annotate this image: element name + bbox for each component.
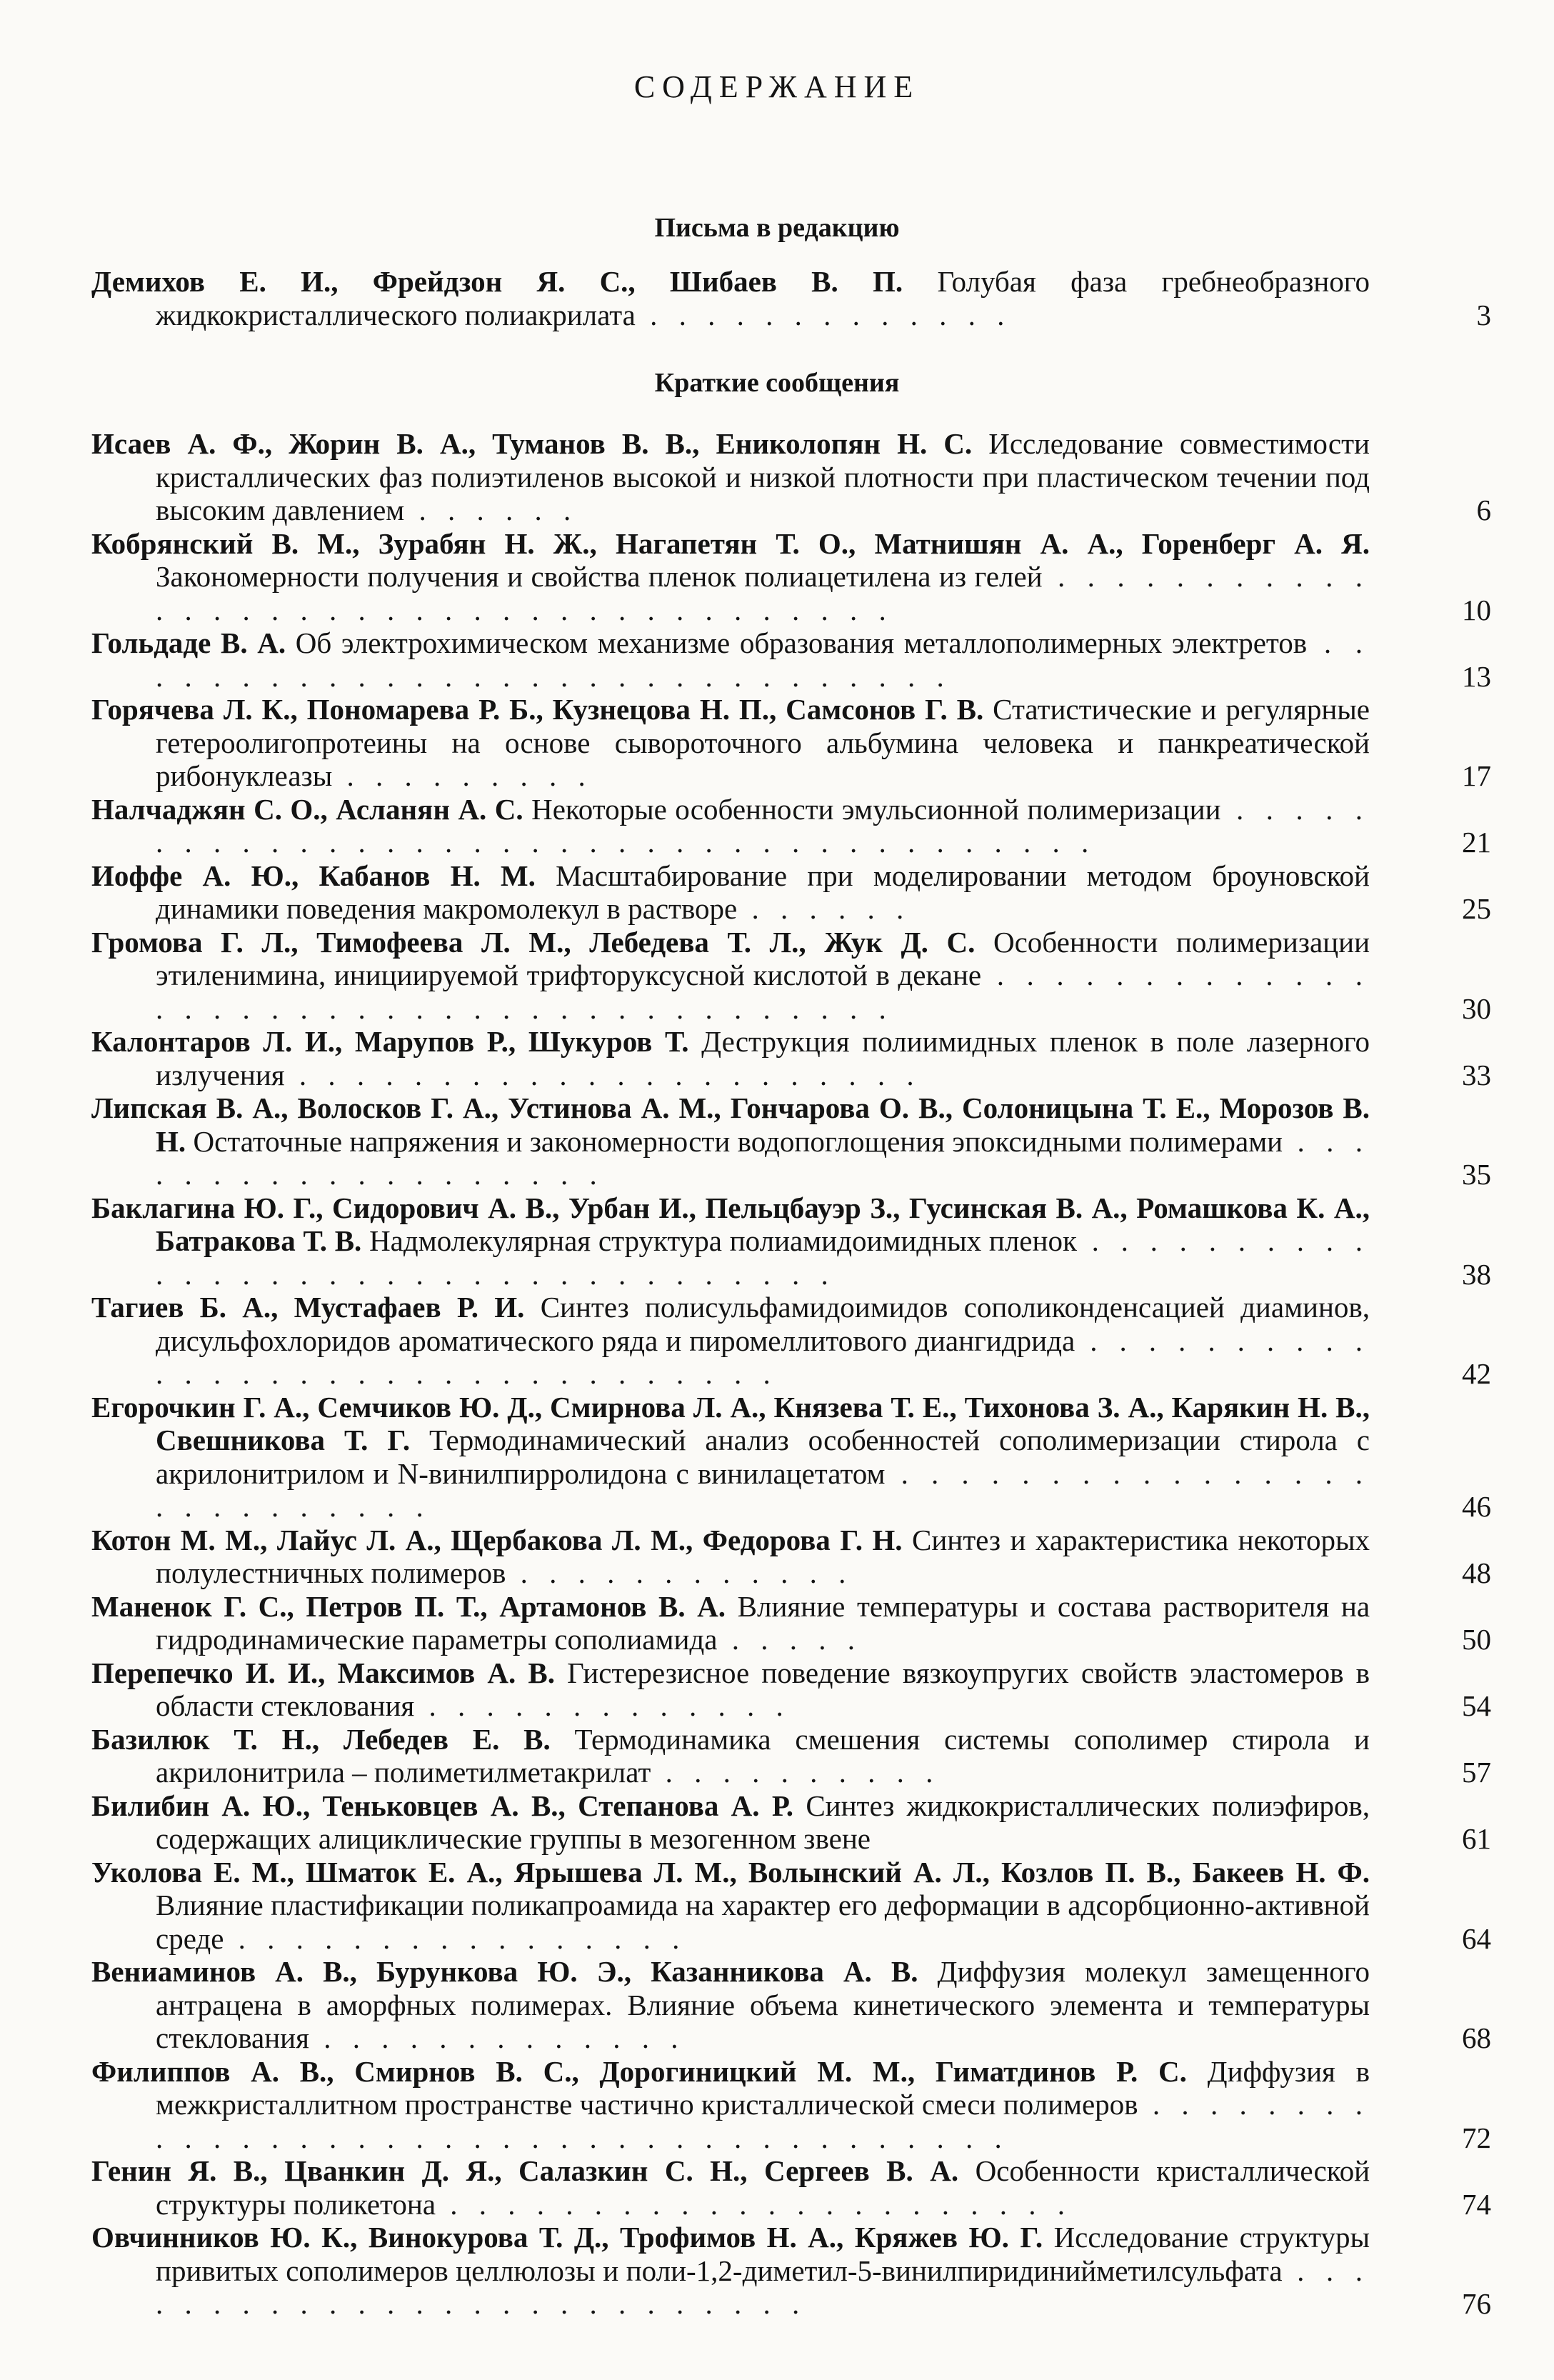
dot-leader: . . . . . . . . . . — [651, 1756, 941, 1789]
dot-leader: . . . . . . — [404, 494, 578, 526]
entry-page-number: 21 — [1462, 826, 1491, 859]
entry-authors: Генин Я. В., Цванкин Д. Я., Салазкин С. Н., Сергеев В. А. — [91, 2154, 959, 2187]
entry-authors: Горячева Л. К., Пономарева Р. Б., Кузнецова Н. П., Самсонов Г. В. — [91, 693, 984, 726]
entry-page-number: 10 — [1462, 593, 1491, 626]
entry-authors: Калонтаров Л. И., Марупов Р., Шукуров Т. — [91, 1025, 689, 1058]
entry-page-number: 74 — [1462, 2187, 1491, 2221]
toc-entry[interactable] — [91, 859, 1491, 926]
entry-title: Синтез полисульфамидоимидов сополиконденсацией диаминов, дисульфохлоридов ароматического ряда и пиромеллитового диангидрида — [156, 1291, 1370, 1357]
entry-page-number: 76 — [1462, 2287, 1491, 2320]
dot-leader: . . . . . . . . . . . . . . . . . . . . . . — [436, 2187, 1073, 2221]
toc-entry[interactable] — [91, 693, 1491, 793]
entry-authors: Овчинников Ю. К., Винокурова Т. Д., Трофимов Н. А., Кряжев Ю. Г. — [91, 2221, 1043, 2254]
toc-entry[interactable] — [91, 1391, 1491, 1524]
entry-page-number: 25 — [1462, 892, 1491, 925]
entry-authors: Исаев А. Ф., Жорин В. А., Туманов В. В., Ениколопян Н. С. — [91, 427, 973, 460]
entry-title: Гистерезисное поведение вязкоупругих свойств эластомеров в области стеклования — [156, 1656, 1370, 1722]
entry-page-number: 46 — [1462, 1490, 1491, 1523]
entry-page-number: 61 — [1462, 1822, 1491, 1855]
toc-list — [91, 427, 1491, 2321]
entry-title: Некоторые особенности эмульсионной полимеризации — [531, 792, 1221, 826]
toc-list — [91, 265, 1491, 331]
entry-page-number: 50 — [1462, 1623, 1491, 1656]
entry-title: Термодинамика смешения системы сополимер стирола и акрилонитрила – полиметилметакрилат — [156, 1722, 1370, 1789]
toc-entry[interactable] — [91, 2055, 1491, 2155]
section-heading: Письма в редакцию — [654, 213, 900, 243]
entry-title: Закономерности получения и свойства пленок полиацетилена из гелей — [156, 560, 1043, 593]
dot-leader: . . . . . . . . . . . . . — [635, 298, 1012, 331]
entry-title: Остаточные напряжения и закономерности водопоглощения эпоксидными полимерами — [193, 1124, 1283, 1158]
entry-authors: Демихов Е. И., Фрейдзон Я. С., Шибаев В. П. — [91, 265, 903, 298]
entry-authors: Филиппов А. В., Смирнов В. С., Дорогиницкий М. М., Гиматдинов Р. С. — [91, 2054, 1187, 2088]
dot-leader: . . . . . — [717, 1623, 862, 1656]
entry-title: Диффузия в межкристаллитном пространстве частично кристаллической смеси полимеров — [156, 2054, 1370, 2121]
entry-authors: Тагиев Б. А., Мустафаев Р. И. — [91, 1291, 525, 1324]
entry-title: Особенности кристаллической структуры поликетона — [156, 2154, 1370, 2221]
entry-title: Диффузия молекул замещенного антрацена в аморфных полимерах. Влияние объема кинетического элемента и температуры стеклования — [156, 1955, 1370, 2054]
toc-entry[interactable] — [91, 926, 1491, 1026]
entry-title: Особенности полимеризации этиленимина, инициируемой трифторуксусной кислотой в декане — [156, 925, 1370, 991]
dot-leader: . . . . . . . . . . . . . . . . — [224, 1921, 687, 1955]
toc-entry[interactable] — [91, 1191, 1491, 1291]
entry-page-number: 68 — [1462, 2021, 1491, 2054]
toc-entry[interactable] — [91, 626, 1491, 693]
entry-authors: Билибин А. Ю., Теньковцев А. В., Степанова А. Р. — [91, 1789, 794, 1822]
dot-leader: . . . . . . . . . . . . — [506, 1556, 853, 1589]
section-heading: Краткие сообщения — [654, 368, 900, 398]
dot-leader: . . . . . . — [737, 892, 911, 925]
entry-authors: Егорочкин Г. А., Семчиков Ю. Д., Смирнова Л. А., Князева Т. Е., Тихонова З. А., Карякин Н. В., Свешникова Т. Г. — [91, 1390, 1370, 1456]
entry-page-number: 42 — [1462, 1357, 1491, 1390]
entry-page-number: 54 — [1462, 1689, 1491, 1722]
dot-leader: . . . . . . . . . . . . . . . . . . . . . . . . . . . . . . . . . . — [156, 1224, 1370, 1291]
entry-page-number: 6 — [1476, 494, 1491, 526]
entry-authors: Уколова Е. М., Шматок Е. А., Ярышева Л. М., Волынский А. Л., Козлов П. В., Бакеев Н. Ф. — [91, 1855, 1370, 1889]
entry-title: Синтез и характеристика некоторых полулестничных полимеров — [156, 1523, 1370, 1589]
entry-authors: Базилюк Т. Н., Лебедев Е. В. — [91, 1722, 551, 1756]
entry-page-number: 17 — [1462, 759, 1491, 792]
dot-leader: . . . . . . . . . — [332, 759, 593, 792]
entry-authors: Перепечко И. И., Максимов А. В. — [91, 1656, 555, 1689]
dot-leader: . . . . . . . . . . . . . . . . . . . . . . . . . . . . . . . . — [156, 1324, 1370, 1390]
toc-entry[interactable] — [91, 1723, 1491, 1789]
toc-entry[interactable] — [91, 265, 1491, 331]
entry-authors: Котон М. М., Лайус Л. А., Щербакова Л. М., Федорова Г. Н. — [91, 1523, 903, 1556]
section-short-reports — [0, 367, 1554, 2321]
toc-entry[interactable] — [91, 1789, 1491, 1856]
entry-authors: Гольдаде В. А. — [91, 626, 286, 659]
dot-leader: . . . . . . . . . . . . . . . . . . . . . . . . . . . . . . — [156, 626, 1370, 693]
toc-entry[interactable] — [91, 1091, 1491, 1191]
toc-entry[interactable] — [91, 1025, 1491, 1091]
entry-authors: Вениаминов А. В., Бурункова Ю. Э., Казанникова А. В. — [91, 1955, 918, 1988]
toc-entry[interactable] — [91, 527, 1491, 627]
entry-authors: Громова Г. Л., Тимофеева Л. М., Лебедева Т. Л., Жук Д. С. — [91, 925, 976, 959]
entry-title: Голубая фаза гребнеобразного жидкокристаллического полиакрилата — [156, 265, 1370, 331]
entry-page-number: 64 — [1462, 1921, 1491, 1955]
toc-entry[interactable] — [91, 1955, 1491, 2055]
entry-title: Статистические и регулярные гетероолигопротеины на основе сывороточного альбумина человека и панкреатической рибонуклеазы — [156, 693, 1370, 792]
dot-leader: . . . . . . . . . . . . . . . . . . . . . . — [284, 1058, 921, 1091]
toc-entry[interactable] — [91, 2154, 1491, 2221]
entry-title: Синтез жидкокристаллических полиэфиров, содержащих алициклические группы в мезогенном звене — [156, 1789, 1370, 1855]
entry-page-number: 3 — [1476, 298, 1491, 331]
toc-entry[interactable] — [91, 1524, 1491, 1590]
page-title: СОДЕРЖАНИЕ — [633, 69, 921, 104]
toc-entry[interactable] — [91, 793, 1491, 859]
dot-leader: . . . . . . . . . . . . . . . . . . . . . . . . . . . . . . . . . . . . . — [156, 560, 1370, 626]
entry-authors: Маненок Г. С., Петров П. Т., Артамонов В. А. — [91, 1589, 726, 1623]
entry-title: Влияние пластификации поликапроамида на характер его деформации в адсорбционно-активной среде — [156, 1889, 1370, 1955]
entry-page-number: 30 — [1462, 991, 1491, 1025]
entry-authors: Баклагина Ю. Г., Сидорович А. В., Урбан И., Пельцбауэр З., Гусинская В. А., Ромашкова К. А., Батракова Т. В. — [91, 1191, 1370, 1257]
entry-authors: Кобрянский В. М., Зурабян Н. Ж., Нагапетян Т. О., Матнишян А. А., Горенберг А. Я. — [91, 526, 1370, 560]
dot-leader: . . . . . . . . . . . . . . . . . . . . . . . . . . — [156, 1456, 1370, 1523]
entry-authors: Налчаджян С. О., Асланян А. С. — [91, 792, 523, 826]
toc-entry[interactable] — [91, 1656, 1491, 1723]
entry-page-number: 33 — [1462, 1058, 1491, 1091]
entry-title: Об электрохимическом механизме образования металлополимерных электретов — [295, 626, 1308, 659]
entry-title: Масштабирование при моделировании методом броуновской динамики поведения макромолекул в растворе — [156, 859, 1370, 925]
entry-page-number: 13 — [1462, 659, 1491, 693]
entry-title: Термодинамический анализ особенностей сополимеризации стирола с акрилонитрилом и N-винилпирролидона с винилацетатом — [156, 1424, 1370, 1490]
toc-entry[interactable] — [91, 1856, 1491, 1956]
toc-entry[interactable] — [91, 1291, 1491, 1391]
dot-leader: . . . . . . . . . . . . . — [309, 2021, 686, 2054]
entry-page-number: 35 — [1462, 1158, 1491, 1191]
dot-leader: . . . . . . . . . . . . . . . . . . . . . . . . . . . . . . . . . . . . . . — [156, 2088, 1370, 2154]
dot-leader: . . . . . . . . . . . . . . . . . . . — [156, 1124, 1370, 1191]
dot-leader: . . . . . . . . . . . . . . . . . . . . . . . . . . . . . . . . . . . . . . — [156, 792, 1370, 859]
entry-page-number: 72 — [1462, 2121, 1491, 2154]
dot-leader: . . . . . . . . . . . . . . . . . . . . . . . . . . — [156, 2254, 1370, 2320]
entry-authors: Иоффе А. Ю., Кабанов Н. М. — [91, 859, 536, 892]
entry-title: Исследование совместимости кристаллических фаз полиэтиленов высокой и низкой плотности при пластическом течении под высоким давлением — [156, 427, 1370, 526]
toc-entry[interactable] — [91, 427, 1491, 527]
entry-title: Влияние температуры и состава растворителя на гидродинамические параметры сополиамида — [156, 1589, 1370, 1656]
section-letters — [0, 212, 1554, 331]
entry-page-number: 48 — [1462, 1556, 1491, 1589]
entry-title: Надмолекулярная структура полиамидоимидных пленок — [369, 1224, 1077, 1257]
dot-leader: . . . . . . . . . . . . . . . . . . . . . . . . . . . . . . . . . . . . . . . — [156, 959, 1370, 1025]
entry-authors: Липская В. А., Волосков Г. А., Устинова А. М., Гончарова О. В., Солоницына Т. Е., Морозов В. Н. — [91, 1091, 1370, 1158]
entry-page-number: 38 — [1462, 1257, 1491, 1291]
entry-title: Деструкция полиимидных пленок в поле лазерного излучения — [156, 1025, 1370, 1091]
entry-page-number: 57 — [1462, 1756, 1491, 1789]
toc-entry[interactable] — [91, 2221, 1491, 2321]
dot-leader: . . . . . . . . . . . . . — [414, 1689, 791, 1722]
entry-title: Исследование структуры привитых сополимеров целлюлозы и поли-1,2-диметил-5-винилпиридинийметилсульфата — [156, 2221, 1370, 2287]
toc-entry[interactable] — [91, 1590, 1491, 1656]
